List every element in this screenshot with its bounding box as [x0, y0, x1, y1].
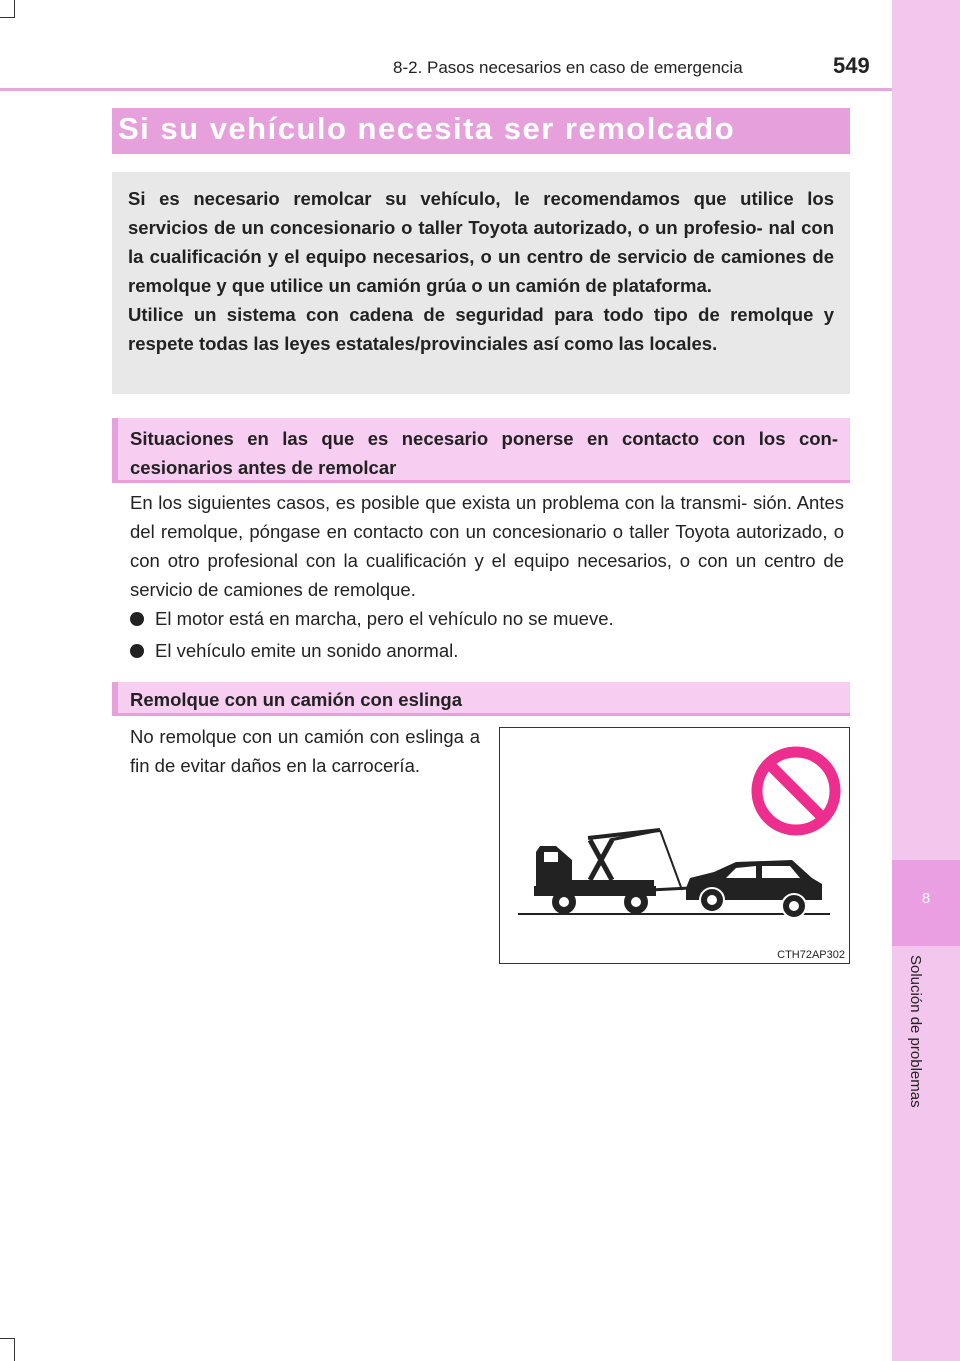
car-icon	[686, 860, 822, 918]
section-heading-contact: Situaciones en las que es necesario ponerse en contacto con los con- cesionarios antes de remolcar	[112, 418, 850, 483]
page-title: Si su vehículo necesita ser remolcado	[118, 111, 736, 146]
list-item-text: El motor está en marcha, pero el vehículo no se mueve.	[155, 608, 614, 629]
crop-mark	[14, 1338, 15, 1361]
crop-mark	[0, 17, 15, 18]
bullet-icon	[130, 644, 144, 658]
crop-mark	[14, 0, 15, 18]
list-item	[130, 636, 458, 665]
intro-paragraph: Utilice un sistema con cadena de seguridad para todo tipo de remolque y respete todas las leyes estatales/provinciales así como las locales.	[128, 304, 834, 354]
chapter-number: 8	[921, 890, 931, 907]
section-heading-sling: Remolque con un camión con eslinga	[112, 682, 850, 716]
list-item	[130, 604, 614, 633]
header-rule	[0, 88, 892, 91]
tow-truck-icon	[534, 830, 690, 914]
prohibited-icon	[757, 752, 835, 830]
intro-box	[112, 172, 850, 394]
tow-illustration	[499, 727, 850, 964]
section-body-contact: En los siguientes casos, es posible que exista un problema con la transmi- sión. Antes del remolque, póngase en contacto con un concesionario o taller Toyota autorizado, o con otro profesional con la cualificación y el equipo necesarios, o con un centro de servicio de camiones de remolque.	[130, 492, 844, 600]
section-body-sling: No remolque con un camión con eslinga a fin de evitar daños en la carrocería.	[130, 726, 480, 776]
chapter-side-tab	[892, 0, 960, 1361]
illustration-code: CTH72AP302	[777, 949, 845, 961]
intro-paragraph: Si es necesario remolcar su vehículo, le recomendamos que utilice los servicios de un concesionario o taller Toyota autorizado, o un profesio- nal con la cualificación y el equipo necesarios, o un centro de servicio de camiones de remolque y que utilice un camión grúa o un camión de plataforma.	[128, 188, 834, 296]
list-item-text: El vehículo emite un sonido anormal.	[155, 640, 459, 661]
page-number: 549	[833, 53, 870, 78]
tow-illustration-graphic	[500, 728, 848, 962]
chapter-title: Solución de problemas	[907, 955, 924, 1108]
running-header: 8-2. Pasos necesarios en caso de emergencia	[393, 58, 743, 77]
bullet-icon	[130, 612, 144, 626]
crop-mark	[0, 1338, 15, 1339]
